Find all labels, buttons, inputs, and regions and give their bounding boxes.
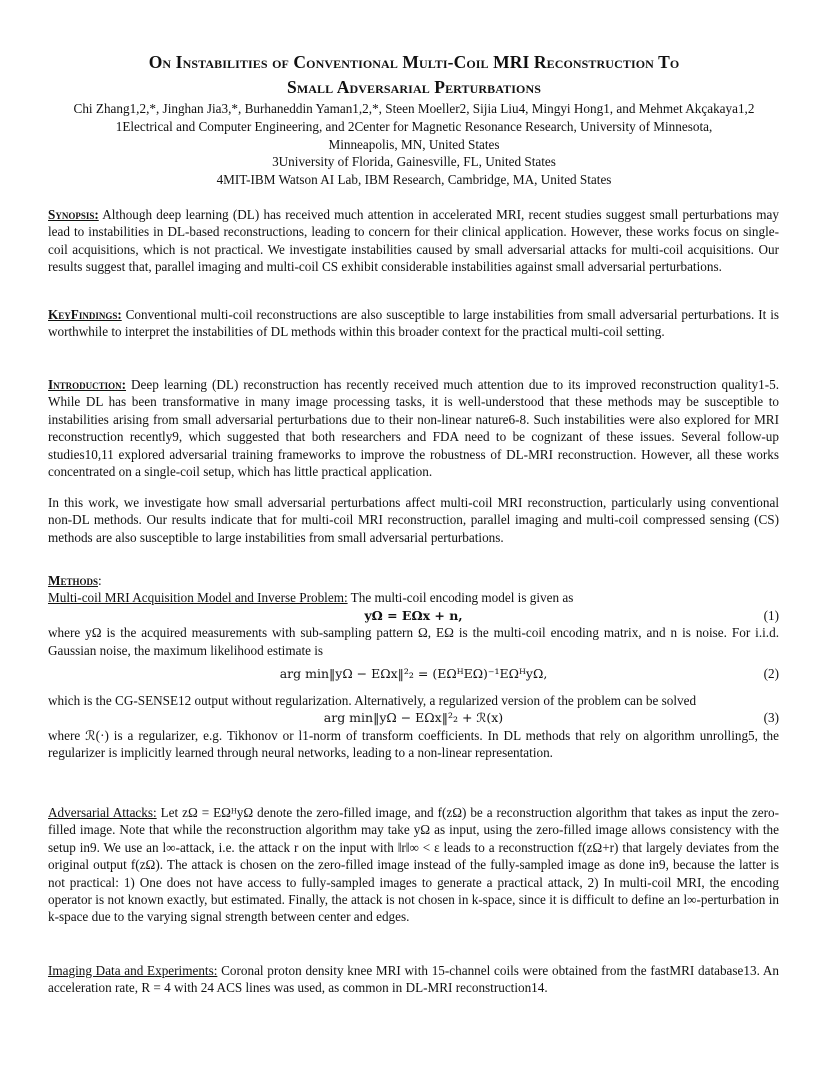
keyfindings-section bbox=[48, 306, 779, 341]
author-list: Chi Zhang1,2,*, Jinghan Jia3,*, Burhaneddin Yaman1,2,*, Steen Moeller2, Sijia Liu4, Mingyi Hong1, and Mehmet Akçakaya1,2 bbox=[73, 101, 755, 116]
cg-sense-text: which is the CG-SENSE12 output without regularization. Alternatively, a regularized version of the problem can be solved bbox=[48, 693, 697, 709]
subsection-title-adversarial: Adversarial Attacks: bbox=[48, 805, 157, 820]
introduction-text: Deep learning (DL) reconstruction has recently received much attention due to its improved reconstruction quality1-5. While DL has been transformative in many image processing tasks, it is well-understood that these methods may be susceptible to instabilities arising from small adversarial perturbations due to their non-linear nature6-8. Such instabilities were also explored for MRI reconstruction recently9, which suggested that both researchers and FDA need to be cognizant of these issues. Several follow-up studies10,11 explored adversarial training frameworks to improve the robustness of DL-MRI reconstruction. However, all these works concentrated on a single-coil setup, which has little practical application. bbox=[48, 377, 779, 480]
synopsis-heading: Synopsis: bbox=[48, 207, 99, 222]
methods-section bbox=[48, 572, 779, 762]
introduction-paragraph-2: In this work, we investigate how small adversarial perturbations affect multi-coil MRI reconstruction, particularly using conventional non-DL methods. Our results indicate that for multi-coil MRI reconstruction, parallel imaging and multi-coil compressed sensing (CS) methods are also susceptible to large instabilities from small adversarial perturbations. bbox=[48, 495, 779, 545]
affiliation-line: 4MIT-IBM Watson AI Lab, IBM Research, Cambridge, MA, United States bbox=[216, 171, 612, 187]
methods-colon: : bbox=[97, 573, 102, 588]
title-line-1: On Instabilities of Conventional Multi-Coil MRI Reconstruction To bbox=[148, 52, 680, 72]
equation-2: arg min‖yΩ − EΩx‖²₂ = (EΩᴴEΩ)⁻¹EΩᴴyΩ, bbox=[279, 666, 548, 682]
methods-heading: Methods bbox=[48, 573, 98, 588]
title-line-2: Small Adversarial Perturbations bbox=[286, 77, 541, 97]
equation-3-number: (3) bbox=[763, 710, 779, 726]
keyfindings-heading: KeyFindings: bbox=[48, 307, 122, 322]
affiliation-line: 1Electrical and Computer Engineering, and 2Center for Magnetic Resonance Research, University of Minnesota, bbox=[115, 119, 713, 134]
synopsis-section bbox=[48, 206, 779, 276]
equation-3-row bbox=[48, 709, 779, 726]
equation-2-row bbox=[48, 659, 779, 691]
paper-title bbox=[20, 50, 808, 100]
adversarial-text: Let zΩ = EΩᴴyΩ denote the zero-filled image, and f(zΩ) be a reconstruction algorithm that takes as input the zero-filled image. Note that while the reconstruction algorithm may take yΩ as input, using the zero-filled image allows consistency with the setup in9. We use an l∞-attack, i.e. the attack r on the input with ‖r‖∞ < ε leads to a reconstruction f(zΩ+r) that largely deviates from the original output f(zΩ). The attack is chosen on the zero-filled image instead of the fully-sampled image as done in9, because the latter is not practical: 1) One does not have access to fully-sampled images to generate a practical attack, 2) In multi-coil MRI, the encoding operator is not known exactly, but estimated. Finally, the attack is not chosen in k-space, since it is difficult to define an l∞-perturbation in k-space due to the varying signal strength between center and edges. bbox=[48, 805, 779, 925]
imaging-data-section bbox=[48, 962, 779, 997]
regularizer-text: where ℛ(·) is a regularizer, e.g. Tikhonov or l1-norm of transform coefficients. In DL methods that rely on algorithm unrolling5, the regularizer is implicitly learned through neural networks, leading to a non-linear representation. bbox=[48, 727, 779, 761]
imaging-text: Coronal proton density knee MRI with 15-channel coils were obtained from the fastMRI database13. An acceleration rate, R = 4 with 24 ACS lines was used, as common in DL-MRI reconstruction14. bbox=[48, 963, 779, 996]
equation-1-row bbox=[48, 607, 779, 624]
introduction-heading: Introduction: bbox=[48, 377, 127, 392]
subsection-title-imaging: Imaging Data and Experiments: bbox=[48, 963, 218, 978]
introduction-section bbox=[48, 376, 779, 480]
equation-1-number: (1) bbox=[763, 607, 779, 623]
equation-1: yΩ = EΩx + n, bbox=[364, 607, 463, 623]
acquisition-where: where yΩ is the acquired measurements with sub-sampling pattern Ω, EΩ is the multi-coil encoding matrix, and n is noise. For i.i.d. Gaussian noise, the maximum likelihood estimate is bbox=[48, 625, 779, 658]
equation-2-number: (2) bbox=[763, 666, 779, 682]
acquisition-intro: The multi-coil encoding model is given as bbox=[347, 590, 574, 606]
keyfindings-text: Conventional multi-coil reconstructions are also susceptible to large instabilities from small adversarial perturbations. It is worthwhile to interpret the instabilities of DL methods within this broader context for the practical multi-coil setting. bbox=[48, 307, 779, 340]
affiliation-line: 3University of Florida, Gainesville, FL, United States bbox=[272, 154, 556, 169]
subsection-title-acquisition: Multi-coil MRI Acquisition Model and Inverse Problem: bbox=[48, 590, 348, 606]
synopsis-text: Although deep learning (DL) has received much attention in accelerated MRI, recent studies suggest small perturbations may lead to instabilities in DL-based reconstructions, leading to concern for their clinical application. However, these works focus on single-coil acquisitions, which is not practical. We investigate instabilities caused by small adversarial attacks for multi-coil acquisitions. Our results suggest that, parallel imaging and multi-coil CS exhibit considerable instabilities against small adversarial perturbations. bbox=[48, 207, 779, 275]
affiliation-line: Minneapolis, MN, United States bbox=[328, 136, 500, 152]
adversarial-attacks-section bbox=[48, 804, 779, 926]
equation-3: arg min‖yΩ − EΩx‖²₂ + ℛ(x) bbox=[323, 710, 504, 726]
affiliations bbox=[30, 118, 798, 188]
